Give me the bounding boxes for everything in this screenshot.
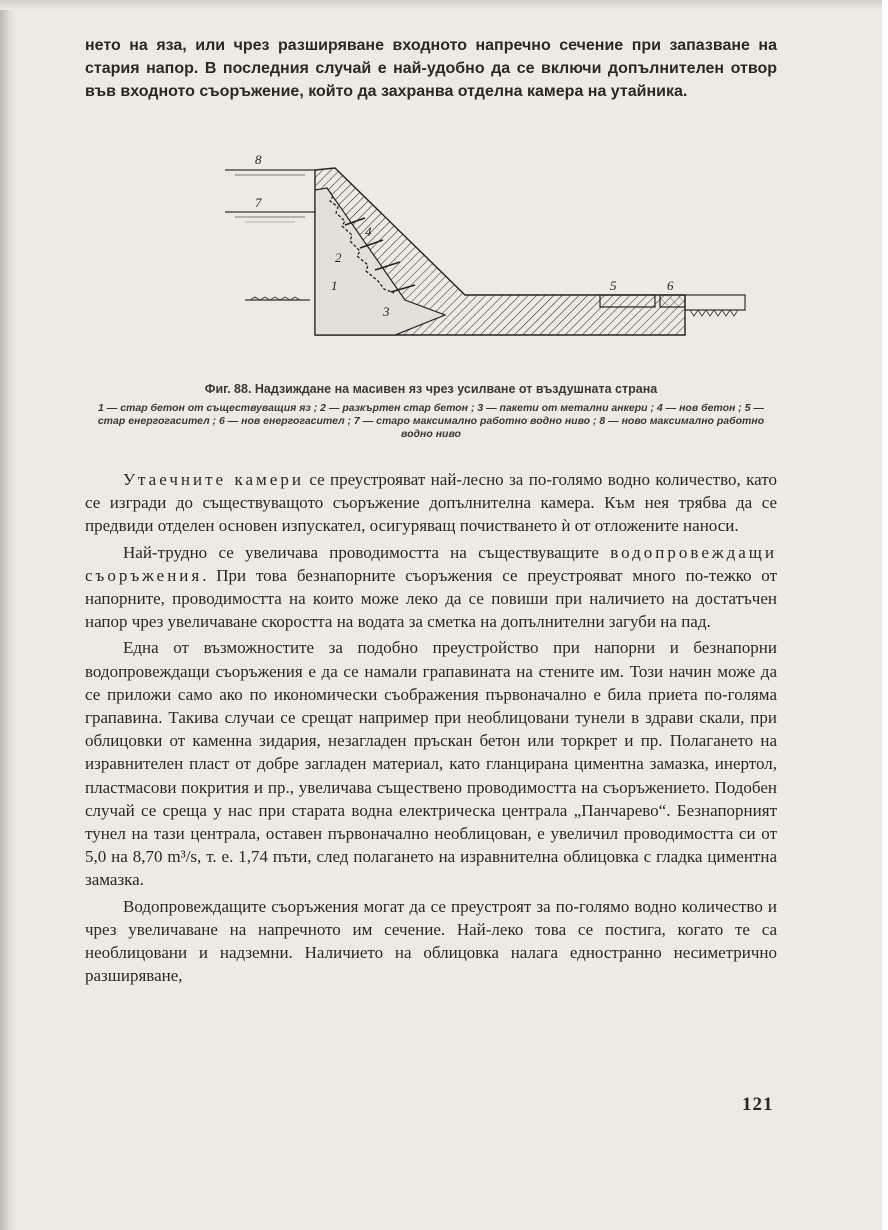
- paragraph-roughness: Една от възможностите за подобно преустройство при напорни и безнапорни водопровеждащи съоръжения е да се намали грапавината на стените им. Този начин може да се приложи само ако по икономически съображения първоначално е била приета по-голяма грапавина. Такива случаи се срещат например при необлицовани тунели в здрави скали, при облицовки от каменна зидария, незагладен пръскан бетон или торкрет и пр. Полагането на изравнителен пласт от добре загладен материал, като гланцирана циментна замазка, инертол, пластмасови покрития и пр., увеличава съществено проводимостта на съоръжението. Подобен случай се среща у нас при старата водна електрическа централа „Панчарево“. Безнапорният тунел на тази централа, оставен първоначално необлицован, е увеличил проводимостта си от 5,0 на 8,70 m³/s, т. е. 1,74 пъти, след полагането на изравнителна облицовка с гладка циментна замазка.: [85, 638, 777, 890]
- figure-label-1: 1: [331, 278, 338, 293]
- page-top-shadow: [0, 0, 888, 10]
- paragraph-cross-section: Водопровеждащите съоръжения могат да се преустроят за по-голямо водно количество и чрез увеличаване на напречното им сечение. Най-леко това се постига, когато те са необлицовани и надземни. Наличието на облицовка налага едностранно несиметрично разширяване,: [85, 896, 777, 986]
- figure-label-3: 3: [383, 304, 390, 319]
- figure-label-4: 4: [365, 224, 372, 239]
- figure-label-5: 5: [610, 278, 617, 293]
- paragraph-text: . При това безнапорните съоръжения се преустрояват много по-тежко от напорните, проводимостта на които може леко да се повиши при наличието на достатъчен напор чрез увеличаване скоростта на водата за сметка на допълнителни загуби на пад.: [85, 565, 777, 632]
- paragraph-lead-term: Утаечните камери: [123, 470, 304, 489]
- figure-label-8: 8: [255, 152, 262, 167]
- paragraph-text: се преустрояват най-лесно за по-голямо водно количество, като се изгради до съществуващото съоръжение допълнителна камера. Към нея трябва да се предвиди отделен основен изпускател, осигуряващ почистването ѝ от отложените наноси.: [85, 470, 777, 536]
- figure-label-2: 2: [335, 250, 342, 265]
- paragraph-conveyance-structures: [85, 541, 777, 634]
- figure-label-7: 7: [255, 195, 262, 210]
- page-right-margin: [882, 0, 888, 1230]
- figure-label-6: 6: [667, 278, 674, 293]
- page-number: 121: [742, 1094, 774, 1115]
- paragraph-pre: Най-трудно се увеличава проводимостта на съществуващите: [123, 542, 611, 562]
- figure-legend: 1 — стар бетон от съществуващия яз ; 2 — разкъртен стар бетон ; 3 — пакети от метални анкери ; 4 — нов бетон ; 5 — стар енергогасител ; 6 — нов енергогасител ; 7 — старо максимално работно водно ниво ; 8 — ново максимално работно водно ниво: [97, 402, 765, 440]
- page-edge-shadow: [0, 0, 16, 1230]
- intro-paragraph: нето на яза, или чрез разширяване входното напречно сечение при запазване на стария напор. В последния случай е най-удобно да се включи допълнителен отвор във входното съоръжение, който да захранва отделна камера на утайника.: [85, 37, 777, 100]
- new-energy-dissipator: [660, 295, 685, 307]
- paragraph-sedimentation-chambers: [85, 468, 777, 538]
- dam-cross-section-drawing: [215, 150, 760, 380]
- paragraph-lead-term: водопровеждащи съоръжения: [85, 542, 777, 585]
- body-text: [85, 468, 777, 987]
- figure-caption: Фиг. 88. Надзиждане на масивен яз чрез усилване от въздушната страна: [204, 382, 658, 396]
- dam-figure: [215, 150, 760, 380]
